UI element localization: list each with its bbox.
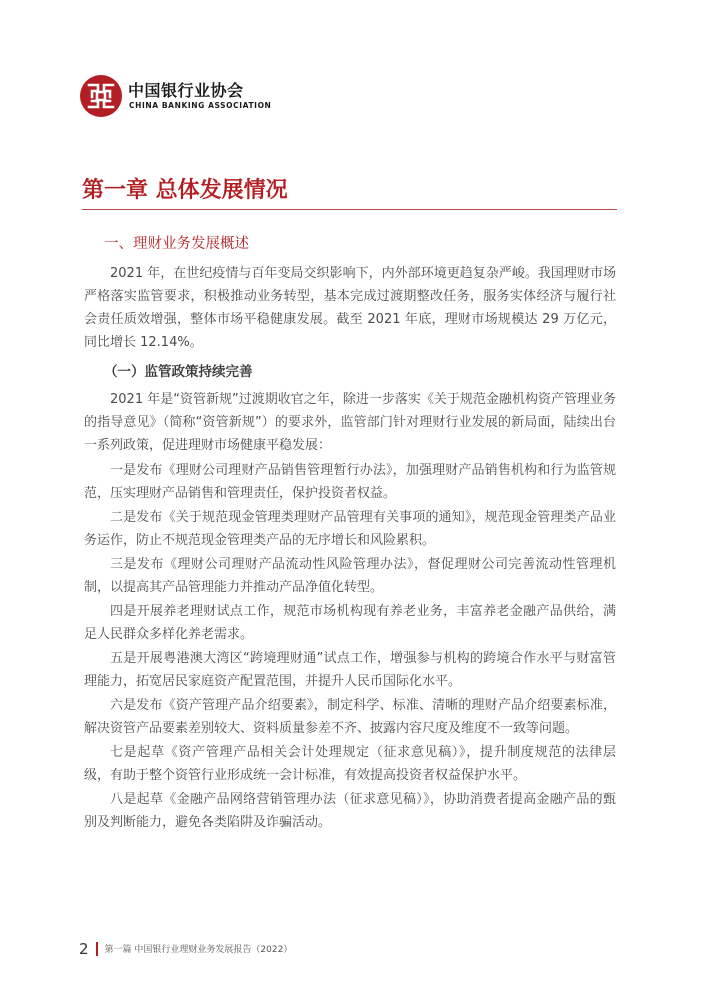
policy-item-7: 七是起草《资产管理产品相关会计处理规定（征求意见稿）》，提升制度规范的法律层级，有助于整个资管行业形成统一会计标准，有效提高投资者权益保护水平。 (84, 745, 616, 783)
policy-item-6: 六是发布《资产管理产品介绍要素》，制定科学、标准、清晰的理财产品介绍要素标准，解决资管产品要素差别较大、资料质量参差不齐、披露内容尺度及维度不一致等问题。 (84, 698, 616, 736)
policy-item-3: 三是发布《理财公司理财产品流动性风险管理办法》，督促理财公司完善流动性管理机制，以提高其产品管理能力并推动产品净值化转型。 (84, 557, 616, 595)
policy-paragraph: 2021 年是“资管新规”过渡期收官之年，除进一步落实《关于规范金融机构资产管理业务的指导意见》（简称“资管新规”）的要求外，监管部门针对理财行业发展的新局面，陆续出台一系列政策，促进理财市场健康平稳发展： (84, 392, 616, 453)
logo-english-name: CHINA BANKING ASSOCIATION (129, 101, 272, 110)
policy-item-4: 四是开展养老理财试点工作，规范市场机构现有养老业务，丰富养老金融产品供给，满足人民群众多样化养老需求。 (84, 604, 616, 642)
subsection-title: （一）监管政策持续完善 (104, 364, 253, 380)
policy-item-8: 八是起草《金融产品网络营销管理办法（征求意见稿）》，协助消费者提高金融产品的甄别及判断能力，避免各类陷阱及诈骗活动。 (84, 792, 616, 830)
policy-item-5: 五是开展粤港澳大湾区“跨境理财通”试点工作，增强参与机构的跨境合作水平与财富管理能力，拓宽居民家庭资产配置范围，并提升人民币国际化水平。 (84, 651, 616, 689)
policy-item-2: 二是发布《关于规范现金管理类理财产品管理有关事项的通知》，规范现金管理类产品业务运作，防止不规范现金管理类产品的无序增长和风险累积。 (84, 510, 616, 548)
intro-paragraph: 2021 年，在世纪疫情与百年变局交织影响下，内外部环境更趋复杂严峻。我国理财市场严格落实监管要求，积极推动业务转型，基本完成过渡期整改任务，服务实体经济与履行社会责任质效增强，整体市场平稳健康发展。截至 2021 年底，理财市场规模达 29 万亿元，同比增长 12.14%。 (84, 266, 616, 350)
chapter-title: 第一章 总体发展情况 (82, 178, 288, 203)
logo-emblem-icon (79, 74, 123, 118)
page-number: 2 (79, 939, 89, 958)
footer-report-title: 第一篇 中国银行业理财业务发展报告（2022） (104, 945, 293, 955)
chapter-divider (82, 209, 617, 210)
footer-divider (96, 942, 98, 956)
policy-item-1: 一是发布《理财公司理财产品销售管理暂行办法》，加强理财产品销售机构和行为监管规范，压实理财产品销售和管理责任，保护投资者权益。 (84, 463, 616, 501)
logo-chinese-name: 中国银行业协会 (128, 81, 244, 100)
section-title: 一、理财业务发展概述 (104, 236, 249, 252)
association-logo (79, 74, 279, 120)
page-footer (79, 938, 292, 958)
